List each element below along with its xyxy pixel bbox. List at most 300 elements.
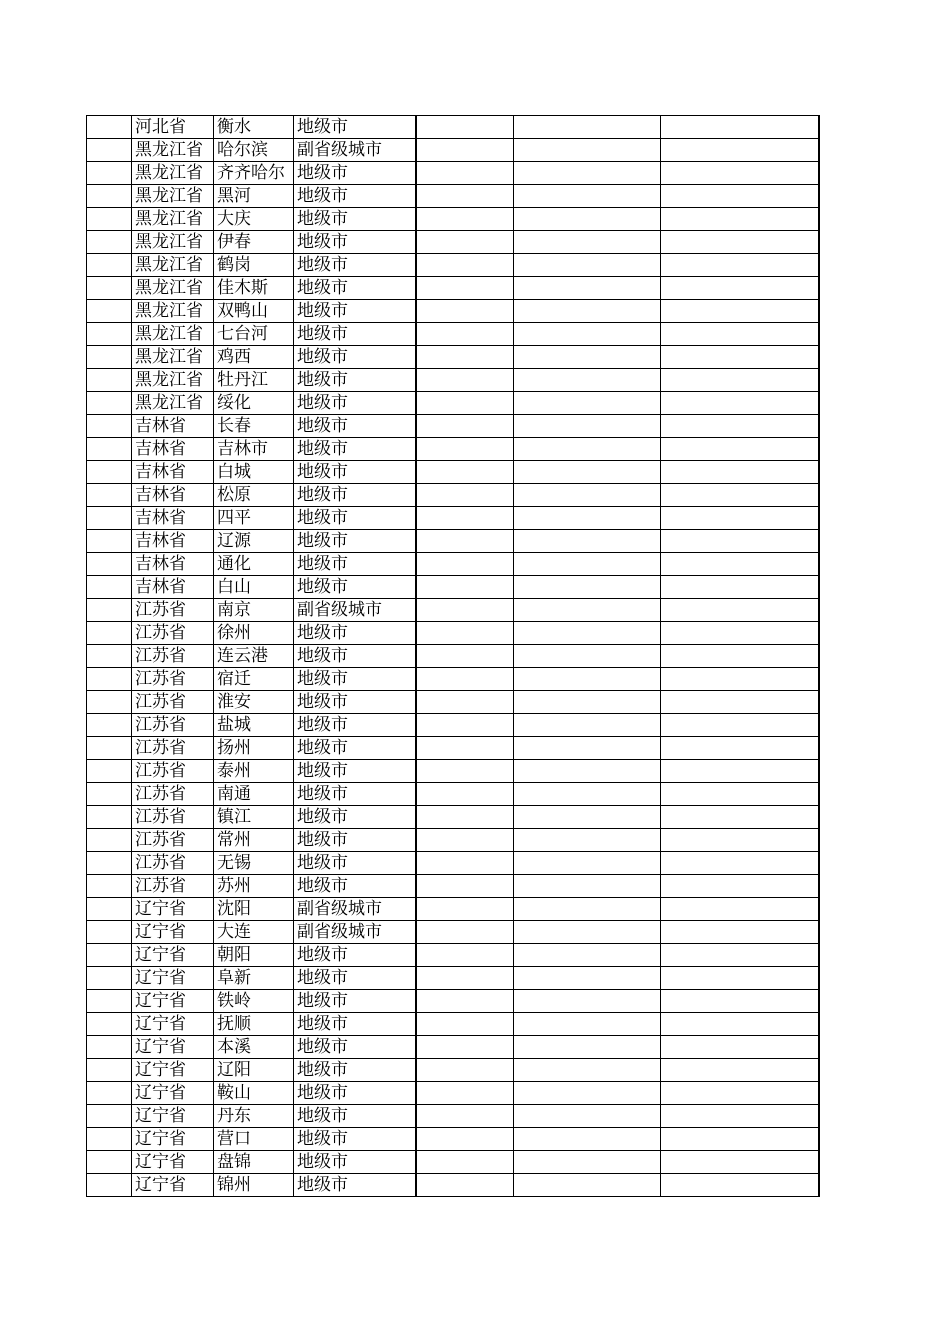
city-level-cell[interactable]: 地级市 [294,254,416,277]
empty-cell[interactable] [416,484,514,507]
province-cell[interactable]: 黑龙江省 [132,369,214,392]
empty-cell[interactable] [416,162,514,185]
empty-cell[interactable] [661,185,819,208]
row-index-cell[interactable] [87,760,132,783]
empty-cell[interactable] [661,737,819,760]
row-index-cell[interactable] [87,323,132,346]
city-cell[interactable]: 营口 [214,1128,294,1151]
city-level-cell[interactable]: 副省级城市 [294,139,416,162]
row-index-cell[interactable] [87,599,132,622]
province-cell[interactable]: 江苏省 [132,760,214,783]
empty-cell[interactable] [416,1105,514,1128]
empty-cell[interactable] [514,760,661,783]
empty-cell[interactable] [661,254,819,277]
empty-cell[interactable] [514,530,661,553]
city-level-cell[interactable]: 地级市 [294,369,416,392]
city-cell[interactable]: 锦州 [214,1174,294,1197]
empty-cell[interactable] [514,967,661,990]
empty-cell[interactable] [661,1013,819,1036]
city-cell[interactable]: 牡丹江 [214,369,294,392]
empty-cell[interactable] [661,484,819,507]
city-cell[interactable]: 铁岭 [214,990,294,1013]
row-index-cell[interactable] [87,829,132,852]
city-level-cell[interactable]: 地级市 [294,507,416,530]
empty-cell[interactable] [514,599,661,622]
empty-cell[interactable] [416,231,514,254]
empty-cell[interactable] [416,944,514,967]
empty-cell[interactable] [514,783,661,806]
city-cell[interactable]: 佳木斯 [214,277,294,300]
empty-cell[interactable] [661,461,819,484]
city-level-cell[interactable]: 副省级城市 [294,898,416,921]
province-cell[interactable]: 江苏省 [132,599,214,622]
empty-cell[interactable] [514,645,661,668]
row-index-cell[interactable] [87,875,132,898]
empty-cell[interactable] [416,898,514,921]
city-level-cell[interactable]: 副省级城市 [294,599,416,622]
city-level-cell[interactable]: 地级市 [294,1036,416,1059]
empty-cell[interactable] [514,737,661,760]
empty-cell[interactable] [661,1105,819,1128]
city-level-cell[interactable]: 地级市 [294,346,416,369]
province-cell[interactable]: 辽宁省 [132,1036,214,1059]
city-cell[interactable]: 沈阳 [214,898,294,921]
empty-cell[interactable] [416,1128,514,1151]
empty-cell[interactable] [416,875,514,898]
city-cell[interactable]: 泰州 [214,760,294,783]
province-cell[interactable]: 黑龙江省 [132,162,214,185]
city-cell[interactable]: 南京 [214,599,294,622]
row-index-cell[interactable] [87,300,132,323]
row-index-cell[interactable] [87,162,132,185]
province-cell[interactable]: 江苏省 [132,714,214,737]
row-index-cell[interactable] [87,806,132,829]
city-level-cell[interactable]: 地级市 [294,1082,416,1105]
province-cell[interactable]: 江苏省 [132,783,214,806]
empty-cell[interactable] [661,553,819,576]
row-index-cell[interactable] [87,576,132,599]
city-cell[interactable]: 阜新 [214,967,294,990]
row-index-cell[interactable] [87,1105,132,1128]
row-index-cell[interactable] [87,346,132,369]
empty-cell[interactable] [661,1151,819,1174]
empty-cell[interactable] [514,507,661,530]
empty-cell[interactable] [661,1174,819,1197]
city-level-cell[interactable]: 地级市 [294,622,416,645]
empty-cell[interactable] [661,139,819,162]
row-index-cell[interactable] [87,254,132,277]
province-cell[interactable]: 辽宁省 [132,990,214,1013]
row-index-cell[interactable] [87,1059,132,1082]
province-cell[interactable]: 黑龙江省 [132,254,214,277]
province-cell[interactable]: 江苏省 [132,645,214,668]
province-cell[interactable]: 吉林省 [132,415,214,438]
city-cell[interactable]: 徐州 [214,622,294,645]
province-cell[interactable]: 辽宁省 [132,1013,214,1036]
empty-cell[interactable] [416,277,514,300]
city-level-cell[interactable]: 地级市 [294,438,416,461]
city-level-cell[interactable]: 地级市 [294,691,416,714]
city-cell[interactable]: 宿迁 [214,668,294,691]
empty-cell[interactable] [661,622,819,645]
province-cell[interactable]: 江苏省 [132,806,214,829]
empty-cell[interactable] [661,921,819,944]
city-cell[interactable]: 长春 [214,415,294,438]
province-cell[interactable]: 河北省 [132,116,214,139]
empty-cell[interactable] [661,714,819,737]
city-cell[interactable]: 辽阳 [214,1059,294,1082]
row-index-cell[interactable] [87,530,132,553]
row-index-cell[interactable] [87,921,132,944]
city-level-cell[interactable]: 地级市 [294,668,416,691]
row-index-cell[interactable] [87,668,132,691]
empty-cell[interactable] [514,1013,661,1036]
province-cell[interactable]: 辽宁省 [132,1082,214,1105]
empty-cell[interactable] [416,1082,514,1105]
empty-cell[interactable] [416,208,514,231]
row-index-cell[interactable] [87,185,132,208]
empty-cell[interactable] [416,369,514,392]
empty-cell[interactable] [514,1036,661,1059]
empty-cell[interactable] [514,714,661,737]
empty-cell[interactable] [514,829,661,852]
empty-cell[interactable] [514,1105,661,1128]
city-cell[interactable]: 衡水 [214,116,294,139]
row-index-cell[interactable] [87,116,132,139]
empty-cell[interactable] [661,760,819,783]
province-cell[interactable]: 辽宁省 [132,898,214,921]
row-index-cell[interactable] [87,622,132,645]
empty-cell[interactable] [416,1013,514,1036]
province-cell[interactable]: 江苏省 [132,691,214,714]
empty-cell[interactable] [514,553,661,576]
city-level-cell[interactable]: 地级市 [294,162,416,185]
province-cell[interactable]: 黑龙江省 [132,300,214,323]
row-index-cell[interactable] [87,783,132,806]
empty-cell[interactable] [661,1128,819,1151]
province-cell[interactable]: 黑龙江省 [132,185,214,208]
empty-cell[interactable] [514,162,661,185]
empty-cell[interactable] [416,438,514,461]
city-level-cell[interactable]: 地级市 [294,1128,416,1151]
province-cell[interactable]: 吉林省 [132,438,214,461]
row-index-cell[interactable] [87,369,132,392]
empty-cell[interactable] [416,392,514,415]
row-index-cell[interactable] [87,139,132,162]
empty-cell[interactable] [514,484,661,507]
city-cell[interactable]: 抚顺 [214,1013,294,1036]
empty-cell[interactable] [514,576,661,599]
empty-cell[interactable] [514,875,661,898]
province-cell[interactable]: 吉林省 [132,484,214,507]
province-cell[interactable]: 辽宁省 [132,1151,214,1174]
city-cell[interactable]: 绥化 [214,392,294,415]
province-cell[interactable]: 辽宁省 [132,1105,214,1128]
empty-cell[interactable] [416,622,514,645]
row-index-cell[interactable] [87,1174,132,1197]
empty-cell[interactable] [514,392,661,415]
province-cell[interactable]: 江苏省 [132,829,214,852]
row-index-cell[interactable] [87,714,132,737]
row-index-cell[interactable] [87,898,132,921]
province-cell[interactable]: 辽宁省 [132,944,214,967]
province-cell[interactable]: 吉林省 [132,553,214,576]
empty-cell[interactable] [514,990,661,1013]
empty-cell[interactable] [661,852,819,875]
empty-cell[interactable] [416,1036,514,1059]
city-level-cell[interactable]: 地级市 [294,116,416,139]
empty-cell[interactable] [661,507,819,530]
empty-cell[interactable] [514,1151,661,1174]
empty-cell[interactable] [661,645,819,668]
empty-cell[interactable] [514,806,661,829]
province-cell[interactable]: 黑龙江省 [132,208,214,231]
row-index-cell[interactable] [87,208,132,231]
row-index-cell[interactable] [87,645,132,668]
city-level-cell[interactable]: 地级市 [294,300,416,323]
row-index-cell[interactable] [87,461,132,484]
empty-cell[interactable] [661,944,819,967]
empty-cell[interactable] [661,1036,819,1059]
empty-cell[interactable] [416,576,514,599]
province-cell[interactable]: 辽宁省 [132,1174,214,1197]
city-cell[interactable]: 辽源 [214,530,294,553]
city-level-cell[interactable]: 地级市 [294,208,416,231]
empty-cell[interactable] [514,1082,661,1105]
city-level-cell[interactable]: 地级市 [294,1013,416,1036]
city-level-cell[interactable]: 地级市 [294,944,416,967]
city-cell[interactable]: 南通 [214,783,294,806]
empty-cell[interactable] [514,300,661,323]
empty-cell[interactable] [661,277,819,300]
city-cell[interactable]: 七台河 [214,323,294,346]
city-cell[interactable]: 伊春 [214,231,294,254]
empty-cell[interactable] [514,691,661,714]
row-index-cell[interactable] [87,1128,132,1151]
empty-cell[interactable] [416,806,514,829]
empty-cell[interactable] [416,553,514,576]
province-cell[interactable]: 黑龙江省 [132,323,214,346]
empty-cell[interactable] [514,921,661,944]
city-level-cell[interactable]: 地级市 [294,415,416,438]
empty-cell[interactable] [416,300,514,323]
province-cell[interactable]: 江苏省 [132,622,214,645]
empty-cell[interactable] [416,852,514,875]
empty-cell[interactable] [661,162,819,185]
row-index-cell[interactable] [87,484,132,507]
empty-cell[interactable] [416,829,514,852]
empty-cell[interactable] [661,875,819,898]
empty-cell[interactable] [661,990,819,1013]
city-cell[interactable]: 丹东 [214,1105,294,1128]
empty-cell[interactable] [661,599,819,622]
city-level-cell[interactable]: 地级市 [294,875,416,898]
empty-cell[interactable] [514,231,661,254]
city-cell[interactable]: 淮安 [214,691,294,714]
empty-cell[interactable] [514,323,661,346]
row-index-cell[interactable] [87,553,132,576]
city-cell[interactable]: 朝阳 [214,944,294,967]
city-cell[interactable]: 吉林市 [214,438,294,461]
province-cell[interactable]: 黑龙江省 [132,139,214,162]
row-index-cell[interactable] [87,691,132,714]
row-index-cell[interactable] [87,231,132,254]
province-cell[interactable]: 江苏省 [132,852,214,875]
empty-cell[interactable] [514,438,661,461]
empty-cell[interactable] [514,461,661,484]
province-cell[interactable]: 辽宁省 [132,967,214,990]
city-cell[interactable]: 白山 [214,576,294,599]
empty-cell[interactable] [661,967,819,990]
empty-cell[interactable] [661,691,819,714]
empty-cell[interactable] [514,277,661,300]
empty-cell[interactable] [514,898,661,921]
city-level-cell[interactable]: 地级市 [294,1174,416,1197]
city-level-cell[interactable]: 地级市 [294,392,416,415]
city-cell[interactable]: 齐齐哈尔 [214,162,294,185]
province-cell[interactable]: 黑龙江省 [132,392,214,415]
city-cell[interactable]: 鞍山 [214,1082,294,1105]
empty-cell[interactable] [661,300,819,323]
empty-cell[interactable] [416,714,514,737]
empty-cell[interactable] [661,576,819,599]
city-level-cell[interactable]: 地级市 [294,852,416,875]
empty-cell[interactable] [416,967,514,990]
province-cell[interactable]: 辽宁省 [132,1128,214,1151]
city-cell[interactable]: 常州 [214,829,294,852]
empty-cell[interactable] [416,116,514,139]
city-cell[interactable]: 扬州 [214,737,294,760]
city-level-cell[interactable]: 地级市 [294,714,416,737]
empty-cell[interactable] [514,622,661,645]
city-cell[interactable]: 无锡 [214,852,294,875]
empty-cell[interactable] [416,323,514,346]
empty-cell[interactable] [514,139,661,162]
empty-cell[interactable] [514,668,661,691]
empty-cell[interactable] [514,1059,661,1082]
city-level-cell[interactable]: 地级市 [294,1151,416,1174]
city-level-cell[interactable]: 地级市 [294,1105,416,1128]
empty-cell[interactable] [416,783,514,806]
empty-cell[interactable] [416,691,514,714]
city-level-cell[interactable]: 地级市 [294,645,416,668]
empty-cell[interactable] [416,1151,514,1174]
city-cell[interactable]: 盐城 [214,714,294,737]
empty-cell[interactable] [514,185,661,208]
empty-cell[interactable] [514,346,661,369]
province-cell[interactable]: 吉林省 [132,530,214,553]
city-cell[interactable]: 哈尔滨 [214,139,294,162]
empty-cell[interactable] [416,921,514,944]
empty-cell[interactable] [416,507,514,530]
empty-cell[interactable] [661,898,819,921]
empty-cell[interactable] [416,139,514,162]
city-cell[interactable]: 苏州 [214,875,294,898]
empty-cell[interactable] [661,1082,819,1105]
province-cell[interactable]: 黑龙江省 [132,346,214,369]
empty-cell[interactable] [514,254,661,277]
province-cell[interactable]: 辽宁省 [132,1059,214,1082]
empty-cell[interactable] [661,208,819,231]
city-cell[interactable]: 黑河 [214,185,294,208]
province-cell[interactable]: 吉林省 [132,576,214,599]
city-level-cell[interactable]: 地级市 [294,461,416,484]
city-cell[interactable]: 松原 [214,484,294,507]
province-cell[interactable]: 辽宁省 [132,921,214,944]
city-level-cell[interactable]: 地级市 [294,530,416,553]
row-index-cell[interactable] [87,1013,132,1036]
empty-cell[interactable] [661,829,819,852]
city-cell[interactable]: 鹤岗 [214,254,294,277]
row-index-cell[interactable] [87,852,132,875]
empty-cell[interactable] [416,990,514,1013]
province-cell[interactable]: 吉林省 [132,507,214,530]
city-cell[interactable]: 连云港 [214,645,294,668]
empty-cell[interactable] [416,760,514,783]
empty-cell[interactable] [661,1059,819,1082]
row-index-cell[interactable] [87,944,132,967]
province-cell[interactable]: 江苏省 [132,668,214,691]
city-cell[interactable]: 鸡西 [214,346,294,369]
empty-cell[interactable] [416,645,514,668]
empty-cell[interactable] [514,116,661,139]
row-index-cell[interactable] [87,415,132,438]
empty-cell[interactable] [661,231,819,254]
empty-cell[interactable] [514,852,661,875]
city-cell[interactable]: 大庆 [214,208,294,231]
city-cell[interactable]: 盘锦 [214,1151,294,1174]
empty-cell[interactable] [416,254,514,277]
row-index-cell[interactable] [87,507,132,530]
empty-cell[interactable] [661,783,819,806]
city-cell[interactable]: 镇江 [214,806,294,829]
city-level-cell[interactable]: 地级市 [294,484,416,507]
empty-cell[interactable] [416,1059,514,1082]
empty-cell[interactable] [661,369,819,392]
city-level-cell[interactable]: 地级市 [294,760,416,783]
row-index-cell[interactable] [87,1036,132,1059]
empty-cell[interactable] [416,737,514,760]
empty-cell[interactable] [661,346,819,369]
empty-cell[interactable] [416,668,514,691]
empty-cell[interactable] [514,1128,661,1151]
city-cell[interactable]: 白城 [214,461,294,484]
province-cell[interactable]: 黑龙江省 [132,277,214,300]
empty-cell[interactable] [661,668,819,691]
empty-cell[interactable] [514,415,661,438]
row-index-cell[interactable] [87,392,132,415]
empty-cell[interactable] [514,208,661,231]
empty-cell[interactable] [514,1174,661,1197]
city-level-cell[interactable]: 地级市 [294,990,416,1013]
empty-cell[interactable] [661,530,819,553]
city-level-cell[interactable]: 地级市 [294,323,416,346]
row-index-cell[interactable] [87,438,132,461]
empty-cell[interactable] [416,461,514,484]
city-cell[interactable]: 通化 [214,553,294,576]
empty-cell[interactable] [416,599,514,622]
city-cell[interactable]: 双鸭山 [214,300,294,323]
province-cell[interactable]: 江苏省 [132,737,214,760]
empty-cell[interactable] [661,323,819,346]
empty-cell[interactable] [514,369,661,392]
row-index-cell[interactable] [87,1151,132,1174]
city-cell[interactable]: 本溪 [214,1036,294,1059]
row-index-cell[interactable] [87,1082,132,1105]
city-level-cell[interactable]: 地级市 [294,1059,416,1082]
city-level-cell[interactable]: 地级市 [294,783,416,806]
empty-cell[interactable] [661,116,819,139]
